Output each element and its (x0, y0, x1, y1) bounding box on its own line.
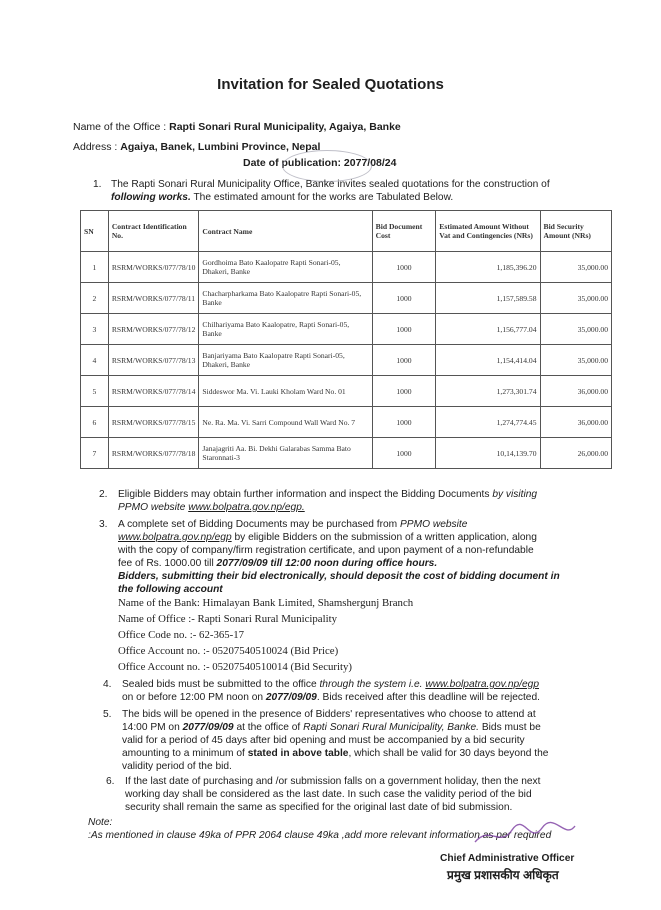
item3-fee: fee of Rs. 1000.00 till (118, 558, 217, 569)
table-row (81, 283, 612, 314)
item2-line2 (118, 501, 305, 514)
table-row (81, 438, 612, 469)
cell-contract-id: RSRM/WORKS/077/78/13 (108, 345, 199, 376)
item2-text: Eligible Bidders may obtain further information and inspect the Bidding Documents (118, 489, 490, 500)
office-code: Office Code no. :- 62-365-17 (118, 629, 245, 641)
account-bid-price: Office Account no. :- 05207540510024 (Bid Price) (118, 645, 339, 657)
cell-estimate: 1,185,396.20 (436, 252, 540, 283)
cell-contract-name: Gordhoima Bato Kaalopatre Rapti Sonari-05, Dhakeri, Banke (199, 252, 372, 283)
item3-text-2: by eligible Bidders on the submission of a written application, along (231, 532, 537, 543)
cell-cost: 1000 (372, 407, 436, 438)
item5-text-3: amounting to a minimum of (122, 748, 248, 759)
cell-sn: 5 (81, 376, 109, 407)
item1-line2-rest: The estimated amount for the works are Tabulated Below. (190, 192, 454, 203)
header-contract-id: Contract Identification No. (108, 211, 199, 252)
ppmo-link[interactable]: www.bolpatra.gov.np/egp. (188, 502, 305, 513)
item3-line2 (118, 531, 537, 544)
item5-line1: The bids will be opened in the presence of Bidders' representatives who choose to attend at (122, 709, 536, 720)
cell-sn: 7 (81, 438, 109, 469)
cell-contract-id: RSRM/WORKS/077/78/18 (108, 438, 199, 469)
table-row (81, 376, 612, 407)
item2-line1 (118, 488, 537, 501)
cell-contract-id: RSRM/WORKS/077/78/15 (108, 407, 199, 438)
cell-estimate: 1,274,774.45 (436, 407, 540, 438)
item2-num: 2. (99, 489, 108, 500)
item4-line2 (122, 691, 540, 704)
cell-estimate: 1,156,777.04 (436, 314, 540, 345)
item1-num: 1. (93, 179, 102, 190)
address-label: Address : (73, 141, 118, 153)
item5-line5: validity period of the bid. (122, 761, 232, 772)
cell-contract-name: Janajagriti Aa. Bi. Dekhi Galarabas Samma Bato Staronnati-3 (199, 438, 372, 469)
item5-date: 2077/09/09 (182, 722, 234, 733)
item4-line1 (122, 678, 539, 691)
publication-date: 2077/08/24 (343, 157, 397, 169)
cell-contract-id: RSRM/WORKS/077/78/12 (108, 314, 199, 345)
cell-security: 35,000.00 (540, 252, 612, 283)
cell-contract-name: Siddeswor Ma. Vi. Lauki Kholam Ward No. 01 (199, 376, 372, 407)
table-row (81, 345, 612, 376)
item2-italic-2: PPMO website (118, 502, 189, 513)
table-row (81, 314, 612, 345)
item2-italic: by visiting (489, 489, 538, 500)
cell-estimate: 1,157,589.58 (436, 283, 540, 314)
header-bid-security: Bid Security Amount (NRs) (540, 211, 612, 252)
header-estimated-amount: Estimated Amount Without Vat and Contingencies (NRs) (436, 211, 540, 252)
note-label: Note: (88, 817, 113, 828)
item3-time: till 12:00 noon during office hours. (267, 558, 438, 569)
cell-sn: 1 (81, 252, 109, 283)
item5-time: 14:00 PM on (122, 722, 183, 733)
bolpatra-link[interactable]: www.bolpatra.gov.np/egp (425, 679, 539, 690)
item1-line1: The Rapti Sonari Rural Municipality Office, Banke invites sealed quotations for the construction of (111, 179, 550, 190)
item1-line2 (111, 191, 453, 204)
cell-sn: 4 (81, 345, 109, 376)
item6-num: 6. (106, 776, 115, 787)
office-line (73, 121, 401, 133)
cell-contract-id: RSRM/WORKS/077/78/10 (108, 252, 199, 283)
item3-line4 (118, 557, 437, 570)
cell-estimate: 10,14,139.70 (436, 438, 540, 469)
address-line (73, 141, 320, 153)
table-row (81, 407, 612, 438)
item5-text: at the office of (233, 722, 304, 733)
ppmo-link-2[interactable]: www.bolpatra.gov.np/egp (118, 532, 232, 543)
item4-text-2: on or before 12:00 PM noon on (122, 692, 266, 703)
cell-security: 35,000.00 (540, 345, 612, 376)
cell-security: 26,000.00 (540, 438, 612, 469)
cell-contract-name: Chacharpharkama Bato Kaalopatre Rapti Sonari-05, Banke (199, 283, 372, 314)
item5-line2 (122, 721, 541, 734)
item6-line2: working day shall be considered as the last date. In such case the validity period of the bid (125, 789, 532, 800)
cell-cost: 1000 (372, 376, 436, 407)
item5-text-2: Bids must be (479, 722, 541, 733)
cell-cost: 1000 (372, 252, 436, 283)
cell-security: 36,000.00 (540, 376, 612, 407)
item5-line4 (122, 747, 548, 760)
cell-security: 35,000.00 (540, 314, 612, 345)
item3-num: 3. (99, 519, 108, 530)
cell-security: 36,000.00 (540, 407, 612, 438)
item5-line3: valid for a period of 45 days after bid opening and must be accompanied by a bid security (122, 735, 525, 746)
item3-italic-1: PPMO website (400, 519, 468, 530)
item3-line1 (118, 518, 467, 531)
item5-office: Rapti Sonari Rural Municipality, Banke. (303, 722, 480, 733)
item4-italic: through the system i.e. (319, 679, 426, 690)
cell-cost: 1000 (372, 345, 436, 376)
item5-bold: stated in above table (247, 748, 349, 759)
cell-contract-name: Ne. Ra. Ma. Vi. Sarri Compound Wall Ward No. 7 (199, 407, 372, 438)
header-contract-name: Contract Name (199, 211, 372, 252)
table-row (81, 252, 612, 283)
signatory-title-en: Chief Administrative Officer (440, 853, 575, 864)
office-label: Name of the Office : (73, 121, 167, 133)
item4-text-3: . Bids received after this deadline will be rejected. (316, 692, 540, 703)
cell-sn: 6 (81, 407, 109, 438)
item1-line2-bold: following works. (111, 192, 191, 203)
header-bid-doc-cost: Bid Document Cost (372, 211, 436, 252)
cell-cost: 1000 (372, 438, 436, 469)
cell-cost: 1000 (372, 314, 436, 345)
signature-scribble (470, 820, 580, 850)
item3-date: 2077/09/09 (216, 558, 268, 569)
quotation-table (80, 210, 612, 469)
cell-contract-name: Banjariyama Bato Kaalopatre Rapti Sonari-05, Dhakeri, Banke (199, 345, 372, 376)
bank-name: Name of the Bank: Himalayan Bank Limited, Shamshergunj Branch (118, 597, 414, 609)
item5-num: 5. (103, 709, 112, 720)
cell-contract-name: Chilhariyama Bato Kaalopatre, Rapti Sonari-05, Banke (199, 314, 372, 345)
cell-estimate: 1,154,414.04 (436, 345, 540, 376)
item6-line1: If the last date of purchasing and /or submission falls on a government holiday, then the next (125, 776, 541, 787)
cell-estimate: 1,273,301.74 (436, 376, 540, 407)
page-title: Invitation for Sealed Quotations (217, 76, 444, 93)
address-value: Agaiya, Banek, Lumbini Province, Nepal (120, 141, 321, 153)
item5-text-4: , which shall be valid for 30 days beyond the (348, 748, 549, 759)
item3-line6: the following account (118, 584, 223, 595)
table-header-row (81, 211, 612, 252)
publication-label: Date of publication: (243, 157, 341, 169)
item4-num: 4. (103, 679, 112, 690)
item3-line5: Bidders, submitting their bid electronically, should deposit the cost of bidding document in (118, 571, 560, 582)
cell-sn: 2 (81, 283, 109, 314)
item4-text-1: Sealed bids must be submitted to the office (122, 679, 320, 690)
item4-date: 2077/09/09 (265, 692, 317, 703)
cell-sn: 3 (81, 314, 109, 345)
item3-line3: with the copy of company/firm registration certificate, and upon payment of a non-refundable (118, 545, 534, 556)
signatory-title-np: प्रमुख प्रशासकीय अधिकृत (447, 868, 559, 882)
item6-line3: security shall remain the same as specified for the original last date of bid submission. (125, 802, 513, 813)
cell-security: 35,000.00 (540, 283, 612, 314)
office-name: Name of Office :- Rapti Sonari Rural Municipality (118, 613, 337, 625)
note-text: :As mentioned in clause 49ka of PPR 2064 clause 49ka ,add more relevant information as per required (88, 830, 552, 841)
cell-contract-id: RSRM/WORKS/077/78/14 (108, 376, 199, 407)
office-value: Rapti Sonari Rural Municipality, Agaiya, Banke (169, 121, 401, 133)
header-sn: SN (81, 211, 109, 252)
account-bid-security: Office Account no. :- 05207540510014 (Bid Security) (118, 661, 352, 673)
cell-contract-id: RSRM/WORKS/077/78/11 (108, 283, 199, 314)
cell-cost: 1000 (372, 283, 436, 314)
item3-text-1: A complete set of Bidding Documents may be purchased from (118, 519, 400, 530)
